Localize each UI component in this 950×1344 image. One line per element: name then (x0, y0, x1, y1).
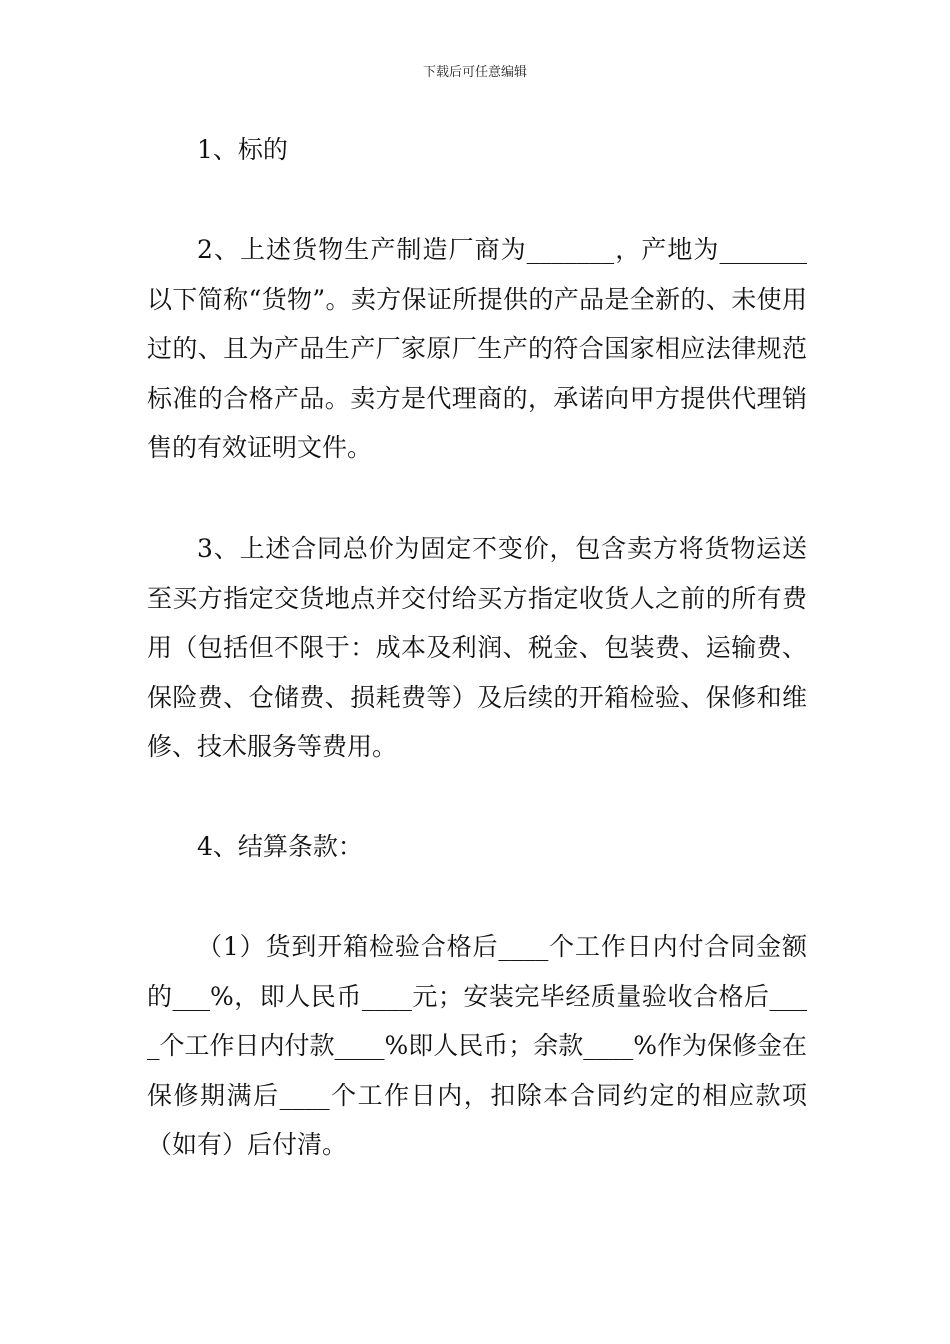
page-header: 下载后可任意编辑 (422, 65, 527, 80)
paragraph-subject: 1、标的 (197, 135, 288, 164)
paragraph-settlement-heading: 4、结算条款： (197, 832, 363, 861)
paragraph-total-price: 3、上述合同总价为固定不变价，包含卖方将货物运送至买方指定交货地点并交付给买方指定收货人之前的所有费用（包括但不限于：成本及利润、税金、包装费、运输费、保险费、仓储费、损耗费等）及后续的开箱检验、保修和维修、技术服务等费用。 (147, 534, 807, 761)
paragraph-manufacturer: 2、上述货物生产制造厂商为_______，产地为_______以下简称“货物”。卖方保证所提供的产品是全新的、未使用过的、且为产品生产厂家原厂生产的符合国家相应法律规范标准的合格产品。卖方是代理商的，承诺向甲方提供代理销售的有效证明文件。 (147, 235, 807, 462)
paragraph-payment-terms: （1）货到开箱检验合格后____个工作日内付合同金额的___%，即人民币____元；安装完毕经质量验收合格后____个工作日内付款____%即人民币；余款____%作为保修金在保修期满后____个工作日内，扣除本合同约定的相应款项（如有）后付清。 (147, 932, 808, 1159)
